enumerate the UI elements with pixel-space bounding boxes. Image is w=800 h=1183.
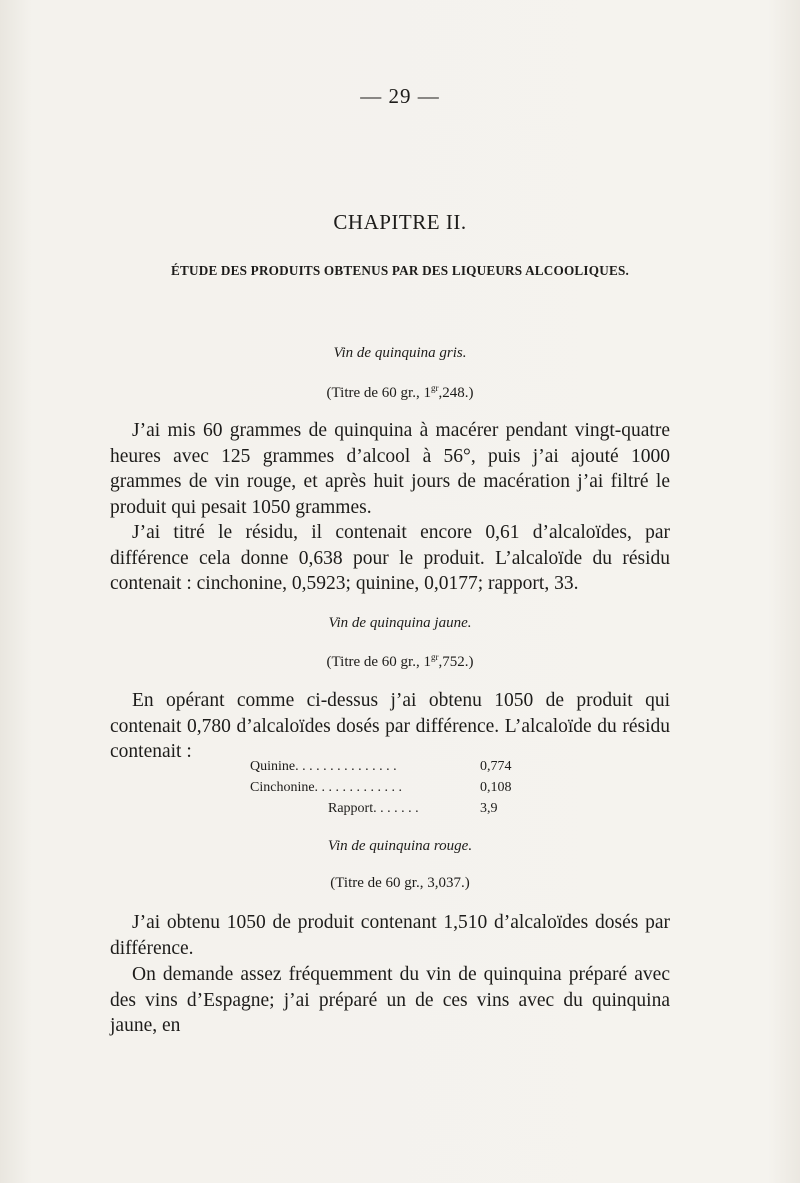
list-item-value: 0,774 — [480, 759, 512, 774]
list-item-label: Cinchonine. . . . . . . . . . . . . — [250, 780, 403, 795]
list-item-label: Quinine. . . . . . . . . . . . . . . — [250, 759, 397, 774]
chapter-title: CHAPITRE II. — [333, 210, 467, 234]
titre-jaune: (Titre de 60 gr., $1^{gr},752$.) — [326, 652, 474, 670]
section-title-jaune: Vin de quinquina jaune. — [328, 615, 472, 631]
paragraph: J’ai obtenu 1050 de produit contenant 1,510 d’alcaloïdes dosés par différence. — [110, 912, 670, 959]
list-item — [250, 798, 550, 819]
paragraph: J’ai titré le résidu, il contenait encore 0,61 d’alcaloïdes, par différence cela donne 0,638 pour le produit. L’alcaloïde du résidu contenait : cinchonine, 0,5923; quinine, 0,0177; rapport, 33. — [110, 522, 670, 594]
titre-rouge: (Titre de 60 gr., 3,037.) — [330, 875, 470, 891]
list-item-value: 3,9 — [480, 801, 498, 816]
paragraph: En opérant comme ci-dessus j’ai obtenu 1050 de produit qui contenait 0,780 d’alcaloïdes dosés par différence. L’alcaloïde du résidu contenait : — [110, 690, 670, 762]
section-title-gris: Vin de quinquina gris. — [333, 345, 467, 361]
list-item — [250, 777, 550, 798]
list-item-label: Rapport. . . . . . . — [328, 801, 419, 816]
page-number: — 29 — — [360, 84, 440, 108]
chapter-subtitle: ÉTUDE DES PRODUITS OBTENUS PAR DES LIQUEURS ALCOOLIQUES. — [171, 263, 629, 278]
section-title-rouge: Vin de quinquina rouge. — [327, 838, 473, 854]
paragraph: J’ai mis 60 grammes de quinquina à macérer pendant vingt-quatre heures avec 125 grammes d’alcool à 56°, puis j’ai ajouté 1000 grammes de vin rouge, et après huit jours de macération j’ai filtré le produit qui pesait 1050 grammes. — [110, 420, 670, 518]
list-item-value: 0,108 — [480, 780, 512, 795]
alkaloid-list — [250, 756, 550, 819]
titre-gris: (Titre de 60 gr., $1^{gr},248$.) — [326, 383, 474, 401]
bleed-through — [120, 120, 125, 142]
paragraph: On demande assez fréquemment du vin de quinquina préparé avec des vins d’Espagne; j’ai préparé un de ces vins avec du quinquina jaune, en — [110, 964, 670, 1036]
list-item — [250, 756, 550, 777]
